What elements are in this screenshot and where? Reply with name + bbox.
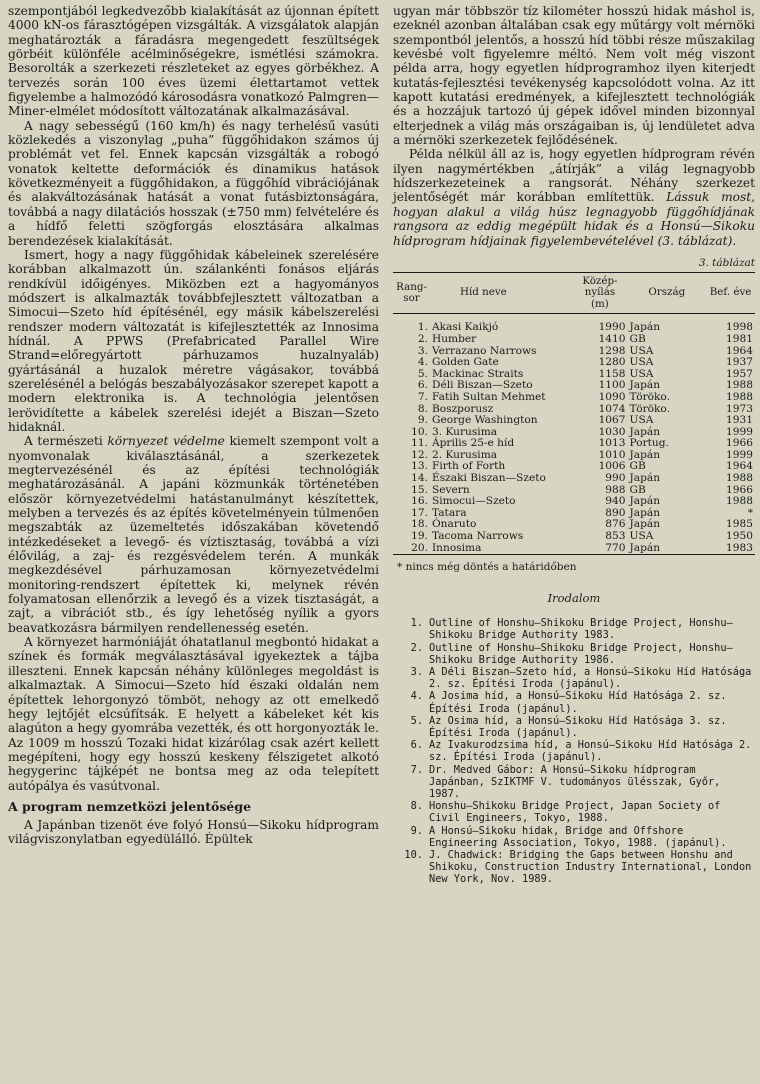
right-column xyxy=(393,4,755,886)
cell-year: 1937 xyxy=(726,356,753,369)
references-heading: Irodalom xyxy=(547,591,601,606)
table-label: 3. táblázat xyxy=(698,256,755,269)
cell-length: 988 xyxy=(605,483,626,496)
cell-name: Április 25-e híd xyxy=(432,437,515,450)
cell-rank: 11. xyxy=(411,437,428,450)
reference-item xyxy=(393,642,755,666)
cell-country: USA xyxy=(629,414,654,427)
cell-length: 1013 xyxy=(598,437,626,450)
cell-year: 1988 xyxy=(726,379,753,392)
cell-year: 1957 xyxy=(726,367,753,380)
cell-length: 1100 xyxy=(598,379,626,392)
cell-country: Japán xyxy=(629,495,661,508)
cell-length: 770 xyxy=(605,541,626,554)
cell-country: GB xyxy=(629,460,646,473)
reference-text: Dr. Medved Gábor: A Honsú—Sikoku hídprogram Japánban, SzIKTMF V. tudományos ülésszak, Győr, 1987. xyxy=(429,763,721,801)
cell-year: 1988 xyxy=(726,472,753,485)
cell-name: Déli Biszan—Szeto xyxy=(432,379,533,392)
cell-year: 1950 xyxy=(726,530,753,543)
cell-name: Boszporusz xyxy=(432,402,494,415)
cell-length: 1298 xyxy=(598,344,626,357)
reference-item xyxy=(393,715,755,739)
cell-rank: 12. xyxy=(411,448,428,461)
table-row xyxy=(393,415,755,427)
reference-text: Az Ivakurodzsima híd, a Honsú—Sikoku Híd Hatósága 2. sz. Építési Iroda (japánul). xyxy=(429,739,752,764)
cell-rank: 3. xyxy=(417,344,428,357)
cell-year: 1981 xyxy=(726,332,753,345)
cell-rank: 9. xyxy=(417,414,428,427)
table-body xyxy=(393,314,755,555)
cell-country: GB xyxy=(629,483,646,496)
table-row xyxy=(393,473,755,485)
reference-item xyxy=(393,764,755,801)
cell-country: USA xyxy=(629,367,654,380)
reference-number: 9. xyxy=(410,824,423,837)
cell-year: 1964 xyxy=(726,344,753,357)
cell-length: 1090 xyxy=(598,390,626,403)
cell-name: Severn xyxy=(432,483,470,496)
cell-name: Fatih Sultan Mehmet xyxy=(432,390,546,403)
cell-country: Japán xyxy=(629,448,661,461)
paragraph xyxy=(8,434,379,635)
cell-rank: 10. xyxy=(411,425,428,438)
reference-text: J. Chadwick: Bridging the Gaps between Honshu and Shikoku, Construction Industry International, London New York, Nov. 1989. xyxy=(429,849,752,886)
emphasis: környezet védelme xyxy=(107,434,225,449)
cell-name: Akasi Kaikjó xyxy=(432,321,499,334)
section-heading: A program nemzetközi jelentősége xyxy=(8,798,252,814)
cell-rank: 13. xyxy=(411,460,428,473)
cell-rank: 2. xyxy=(417,332,428,345)
reference-item xyxy=(393,690,755,714)
table-row xyxy=(393,543,755,555)
reference-item xyxy=(393,825,755,849)
paragraph xyxy=(393,147,755,247)
text-run: kiemelt szempont volt a nyomvonalak kiválasztásánál, a szerkezetek megtervezésénél és az építési technológiák meghatározásánál. A japáni közmunkák történetében először környezetvédelmi hatástanulmányt készítettek, melyben a tervezés és az építés követelményein túlmenően megszabták az üzemeltetés időszakában követendő intézkedéseket a levegő- és víztisztaság, továbbá a vízi élővilág, a zaj- és rezgésvédelem terén. A munkák megkezdésével párhuzamosan környezetvédelmi monitoring-rendszert építettek ki, melynek révén folyamatosan ellenőrzik a levegő és a vizek tisztaságát, a zajt, a vibrációt stb., és így lehetőség nyílik a gyors beavatkozásra bármilyen rendellenesség esetén. xyxy=(8,434,379,635)
cell-rank: 14. xyxy=(411,472,428,485)
header-length: Közép-nyílás (m) xyxy=(582,274,618,310)
cell-length: 940 xyxy=(605,495,626,508)
reference-number: 4. xyxy=(410,690,423,703)
paragraph: Ismert, hogy a nagy függőhidak kábeleinek szerelésére korábban alkalmazott ún. szálankénti fonásos eljárás rendkívül időigényes. Miközben ezt a hagyományos módszert is alkalmazták továbbfejlesztett változatban a Simocui—Szeto híd építésénél, egy másik kábelszerelési rendszer modern változatát is kifejlesztették az Innosima hídnál. A PPWS (Prefabricated Parallel Wire Strand=előregyártott párhuzamos huzalnyaláb) gyártásánál a huzalok méretre vágásakor, továbbá szerelésénél a belógás beszabályozásakor szerepet kapott a modern elektronika is. A technológia jelentősen lerövidítette a kábelek szerelési idejét a Biszan—Szeto hidaknál. xyxy=(8,247,379,434)
cell-rank: 4. xyxy=(417,356,428,369)
reference-text: A Déli Biszan—Szeto híd, a Honsú—Sikoku Híd Hatósága 2. sz. Építési Iroda (japánul). xyxy=(429,666,752,691)
paragraph: A környezet harmóniáját óhatatlanul megbontó hidakat a színek és formák megválasztásával igyekeztek a tájba illeszteni. Ennek kapcsán néhány különleges megoldást is alkalmaztak. A Simocui—Szeto híd északi oldalán nem építettek lehorgonyzó tömböt, nehogy az ott emelkedő hegy lejtőjét elcsúfítsák. E helyett a kábeleket két kis alagúton a hegy gyomrába vezették, és ott horgonyozták le. Az 1009 m hosszú Tozaki hidat kizárólag csak azért kellett megépíteni, hogy egy hosszú keskeny félszigetet alkotó hegygerinc tájképét ne bontsa meg az oda telepített autópálya és vasútvonal. xyxy=(8,635,379,793)
paragraph: ugyan már többször tíz kilométer hosszú hidak máshol is, ezeknél azonban általában csak egy műtárgy volt mérnöki szempontból jelentős, a hosszú híd többi része műszakilag kevésbé volt figyelemre méltó. Nem volt még viszont példa arra, hogy egyetlen hídprogramhoz ilyen kiterjedt kutatás-fejlesztési tevékenység kapcsolódott volna. Az itt kapott kutatási eredmények, a kifejlesztett technológiák és a hozzájuk tartozó új gépek idővel minden bizonnyal elterjednek a világ más országaiban is, új lendületet adva a mérnöki szerkezetek fejlődésének. xyxy=(393,4,755,148)
cell-rank: 7. xyxy=(417,390,428,403)
cell-year: 1931 xyxy=(726,414,753,427)
cell-name: Humber xyxy=(432,332,477,345)
cell-length: 890 xyxy=(605,506,626,519)
left-column xyxy=(8,4,379,847)
cell-country: Japán xyxy=(629,425,661,438)
cell-year: 1964 xyxy=(726,460,753,473)
table-row xyxy=(393,314,755,334)
cell-rank: 18. xyxy=(411,518,428,531)
cell-rank: 6. xyxy=(417,379,428,392)
cell-length: 1006 xyxy=(598,460,626,473)
table-row xyxy=(393,392,755,404)
text-run: A természeti xyxy=(24,434,108,449)
cell-length: 1074 xyxy=(598,402,626,415)
cell-name: Északi Biszan—Szeto xyxy=(432,472,546,485)
cell-rank: 17. xyxy=(411,506,428,519)
cell-country: Japán xyxy=(629,472,661,485)
cell-country: Törökо. xyxy=(629,390,671,403)
cell-country: USA xyxy=(629,344,654,357)
cell-name: Tacoma Narrows xyxy=(432,530,524,543)
reference-number: 2. xyxy=(410,641,423,654)
reference-text: A Josima híd, a Honsú—Sikoku Híd Hatósága 2. sz. Építési Iroda (japánul). xyxy=(429,690,727,715)
references-list xyxy=(393,617,755,885)
table-footnote: * nincs még döntés a határidőben xyxy=(397,561,577,574)
header-country: Ország xyxy=(648,286,686,299)
cell-name: 2. Kurusima xyxy=(432,448,498,461)
emphasis: Lássuk most, hogyan alakul a világ húsz legnagyobb függőhídjának rangsora az eddig megépült hidak és a Honsú—Sikoku hídprogram hídjainak figyelembevételével (3. táblázat). xyxy=(393,190,756,248)
cell-length: 1158 xyxy=(598,367,626,380)
reference-item xyxy=(393,666,755,690)
cell-country: Törökо. xyxy=(629,402,671,415)
cell-rank: 8. xyxy=(417,402,428,415)
cell-country: Japán xyxy=(629,506,661,519)
header-name: Híd neve xyxy=(460,286,507,299)
reference-number: 10. xyxy=(404,849,423,862)
cell-name: Tatara xyxy=(432,506,467,519)
cell-year: 1985 xyxy=(726,518,753,531)
cell-country: Japán xyxy=(629,518,661,531)
reference-number: 5. xyxy=(410,714,423,727)
cell-country: Japán xyxy=(629,379,661,392)
cell-year: 1999 xyxy=(726,425,753,438)
cell-length: 1990 xyxy=(598,321,626,334)
cell-rank: 20. xyxy=(411,541,428,554)
cell-name: Simocui—Szeto xyxy=(432,495,516,508)
table-row xyxy=(393,531,755,543)
cell-year: 1966 xyxy=(726,437,753,450)
reference-item xyxy=(393,849,755,886)
reference-text: Az Osima híd, a Honsú—Sikoku Híd Hatósága 3. sz. Építési Iroda (japánul). xyxy=(429,714,727,740)
cell-length: 853 xyxy=(605,530,626,543)
text-run: Példa nélkül áll az is, hogy egyetlen hídprogram révén ilyen nagymértékben „átírják” a világ legnagyobb hídszerkezeteinek a rangsorát. Néhány szerkezet jelentőségét már korábban említettük. xyxy=(393,147,755,205)
reference-text: Outline of Honshu—Shikoku Bridge Project, Honshu—Shikoku Bridge Authority 1983. xyxy=(429,617,733,642)
cell-name: 3. Kurusima xyxy=(432,425,498,438)
cell-country: Japán xyxy=(629,321,661,334)
reference-number: 3. xyxy=(410,666,423,679)
reference-number: 8. xyxy=(410,800,423,813)
cell-name: Verrazano Narrows xyxy=(432,344,537,357)
paragraph: szempontjából legkedvezőbb kialakítását az újonnan épített 4000 kN-os fárasztógépen vizsgálták. A vizsgálatok alapján meghatározták a fáradásra megengedett feszültségek görbéit különféle acélminőségekre, ismétlési számokra. Besorolták a szerkezeti részleteket az egyes görbékhez. A tervezés során 100 éves üzemi élettartamot vettek figyelembe a halmozódó károsodásra vonatkozó Palmgren—Miner-elmélet módosított változatának alkalmazásával. xyxy=(8,4,379,119)
reference-text: Outline of Honshu—Shikoku Bridge Project, Honshu—Shikoku Bridge Authority 1986. xyxy=(429,641,733,666)
cell-country: Japán xyxy=(629,541,661,554)
cell-length: 1280 xyxy=(598,356,626,369)
cell-country: USA xyxy=(629,530,654,543)
cell-name: George Washington xyxy=(432,414,538,427)
cell-name: Golden Gate xyxy=(432,356,499,369)
cell-length: 876 xyxy=(605,518,626,531)
cell-rank: 15. xyxy=(411,483,428,496)
table-header-row xyxy=(393,272,755,314)
cell-name: Innosima xyxy=(432,541,482,554)
cell-year: 1983 xyxy=(726,541,753,554)
cell-rank: 16. xyxy=(411,495,428,508)
cell-length: 1067 xyxy=(598,414,626,427)
cell-year: 1988 xyxy=(726,390,753,403)
reference-text: Honshu—Shikoku Bridge Project, Japan Society of Civil Engineers, Tokyo, 1988. xyxy=(429,800,721,825)
cell-year: 1988 xyxy=(726,495,753,508)
paragraph: A Japánban tizenöt éve folyó Honsú—Sikoku hídprogram világviszonylatban egyedülálló. Épültek xyxy=(8,817,379,847)
paragraph: A nagy sebességű (160 km/h) és nagy terhelésű vasúti közlekedés a viszonylag „puha” függőhidakon számos új problémát vet fel. Ennek kapcsán vizsgálták a robogó vonatok keltette deformációk és dinamikus hatások következményeit a függőhidakon, a függőhíd vibrációjának és alakváltozásának hatását a vonat futásbiztonságára, továbbá a nagy dilatációs hosszak (±750 mm) felvételére és a hídfő feletti szögforgás elosztására alkalmas berendezések kialakítását. xyxy=(8,118,379,248)
table-row xyxy=(393,334,755,346)
cell-length: 1030 xyxy=(598,425,626,438)
cell-length: 1010 xyxy=(598,448,626,461)
cell-rank: 1. xyxy=(417,321,428,334)
reference-item xyxy=(393,800,755,824)
cell-name: Ónaruto xyxy=(432,518,477,531)
cell-country: GB xyxy=(629,332,646,345)
cell-year: 1998 xyxy=(726,321,753,334)
reference-number: 6. xyxy=(410,739,423,752)
cell-year: * xyxy=(747,506,753,519)
cell-length: 1410 xyxy=(598,332,626,345)
cell-length: 990 xyxy=(605,472,626,485)
reference-number: 1. xyxy=(410,617,423,630)
table-row xyxy=(393,357,755,369)
reference-item xyxy=(393,739,755,763)
cell-year: 1973 xyxy=(726,402,753,415)
cell-year: 1966 xyxy=(726,483,753,496)
cell-rank: 19. xyxy=(411,530,428,543)
reference-text: A Honsú—Sikoku hidak, Bridge and Offshore Engineering Association, Tokyo, 1988. (japánul). xyxy=(429,824,727,849)
bridge-ranking-table xyxy=(393,272,755,555)
header-year: Bef. éve xyxy=(709,286,752,299)
cell-country: USA xyxy=(629,356,654,369)
cell-name: Mackinac Straits xyxy=(432,367,524,380)
reference-item xyxy=(393,617,755,641)
cell-name: Firth of Forth xyxy=(432,460,506,473)
header-rank: Rang-sor xyxy=(396,280,427,305)
reference-number: 7. xyxy=(410,763,423,776)
cell-year: 1999 xyxy=(726,448,753,461)
cell-country: Portug. xyxy=(629,437,669,450)
cell-rank: 5. xyxy=(417,367,428,380)
